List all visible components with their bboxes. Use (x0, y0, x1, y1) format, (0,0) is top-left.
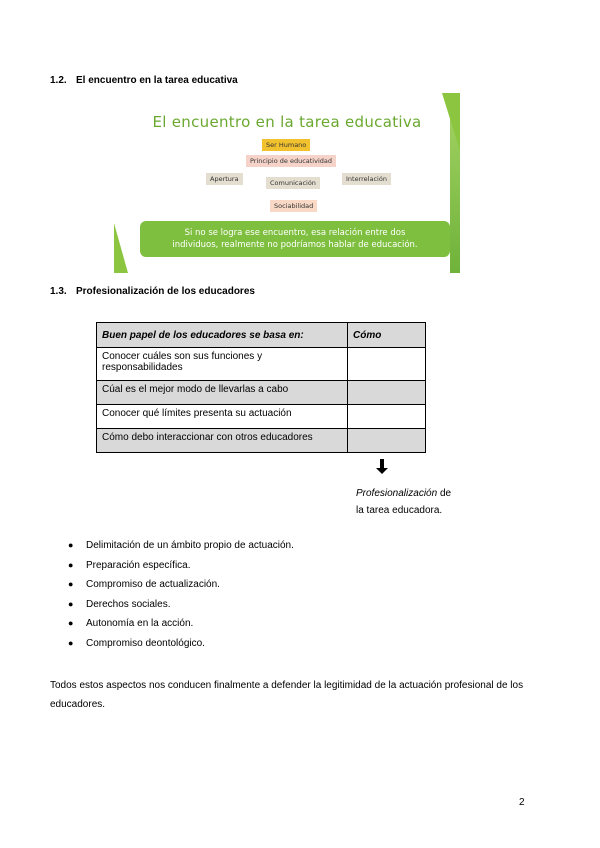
slide-tag-principio: Principio de educatividad (246, 155, 336, 167)
list-item (68, 560, 294, 580)
note-italic: Profesionalización (356, 488, 438, 499)
table-cell: Conocer cuáles son sus funciones y responsabilidades (97, 348, 348, 381)
bullet-icon: ● (68, 637, 74, 648)
section-title: Profesionalización de los educadores (76, 286, 255, 297)
slide-tag-sociabilidad: Sociabilidad (270, 200, 317, 212)
section-heading-1-3 (50, 286, 255, 297)
table-cell-empty (348, 381, 426, 405)
note-line2: la tarea educadora. (356, 505, 443, 516)
conclusion-paragraph: Todos estos aspectos nos conducen finalmente a defender la legitimidad de la actuación profesional de los educadores. (50, 680, 524, 710)
section-number: 1.3. (50, 286, 67, 297)
list-item-text: Preparación específica. (86, 559, 191, 571)
bullet-icon: ● (68, 559, 74, 570)
slide-banner-line: Si no se logra ese encuentro, esa relación entre dos (184, 228, 406, 238)
table-header-row (97, 323, 426, 348)
table-cell-empty (348, 348, 426, 381)
list-item (68, 618, 294, 638)
table-cell: Cúal es el mejor modo de llevarlas a cabo (97, 381, 348, 405)
down-arrow-icon (374, 459, 390, 475)
bullet-icon: ● (68, 618, 74, 628)
list-item (68, 599, 294, 619)
bullet-icon: ● (68, 540, 74, 550)
slide-decoration-left (114, 223, 128, 273)
slide-tag-comunicacion: Comunicación (266, 177, 320, 189)
list-item-text: Compromiso deontológico. (86, 637, 205, 649)
bullet-icon: ● (68, 579, 74, 589)
slide-figure (114, 93, 460, 273)
section-number: 1.2. (50, 75, 67, 86)
table-row (97, 348, 426, 381)
profesionalizacion-note (356, 485, 451, 519)
slide-banner-line: individuos, realmente no podríamos hablar de educación. (172, 240, 418, 250)
table-cell: Cómo debo interaccionar con otros educadores (97, 429, 348, 453)
list-item-text: Autonomía en la acción. (86, 618, 194, 629)
list-item (68, 638, 294, 658)
table-row (97, 429, 426, 453)
list-item (68, 540, 294, 560)
bullet-list (68, 540, 294, 657)
page-number: 2 (519, 797, 525, 808)
slide-title: El encuentro en la tarea educativa (152, 113, 422, 131)
professionalization-table (96, 322, 426, 453)
bullet-icon: ● (68, 598, 74, 609)
section-title: El encuentro en la tarea educativa (76, 75, 238, 86)
table-row (97, 405, 426, 429)
slide-tag-apertura: Apertura (206, 173, 243, 185)
table-header-cell: Cómo (348, 323, 426, 348)
list-item-text: Delimitación de un ámbito propio de actuación. (86, 540, 294, 551)
table-cell-empty (348, 405, 426, 429)
list-item (68, 579, 294, 599)
slide-banner (140, 221, 450, 257)
section-heading-1-2 (50, 75, 238, 86)
slide-tag-interrelacion: Interrelación (342, 173, 391, 185)
note-rest: de (437, 488, 452, 499)
list-item-text: Compromiso de actualización. (86, 579, 220, 590)
table-row (97, 381, 426, 405)
list-item-text: Derechos sociales. (86, 598, 171, 610)
table-cell-empty (348, 429, 426, 453)
table-header-cell: Buen papel de los educadores se basa en: (97, 323, 348, 348)
table-cell: Conocer qué límites presenta su actuación (97, 405, 348, 429)
slide-tag-ser-humano: Ser Humano (262, 139, 310, 151)
